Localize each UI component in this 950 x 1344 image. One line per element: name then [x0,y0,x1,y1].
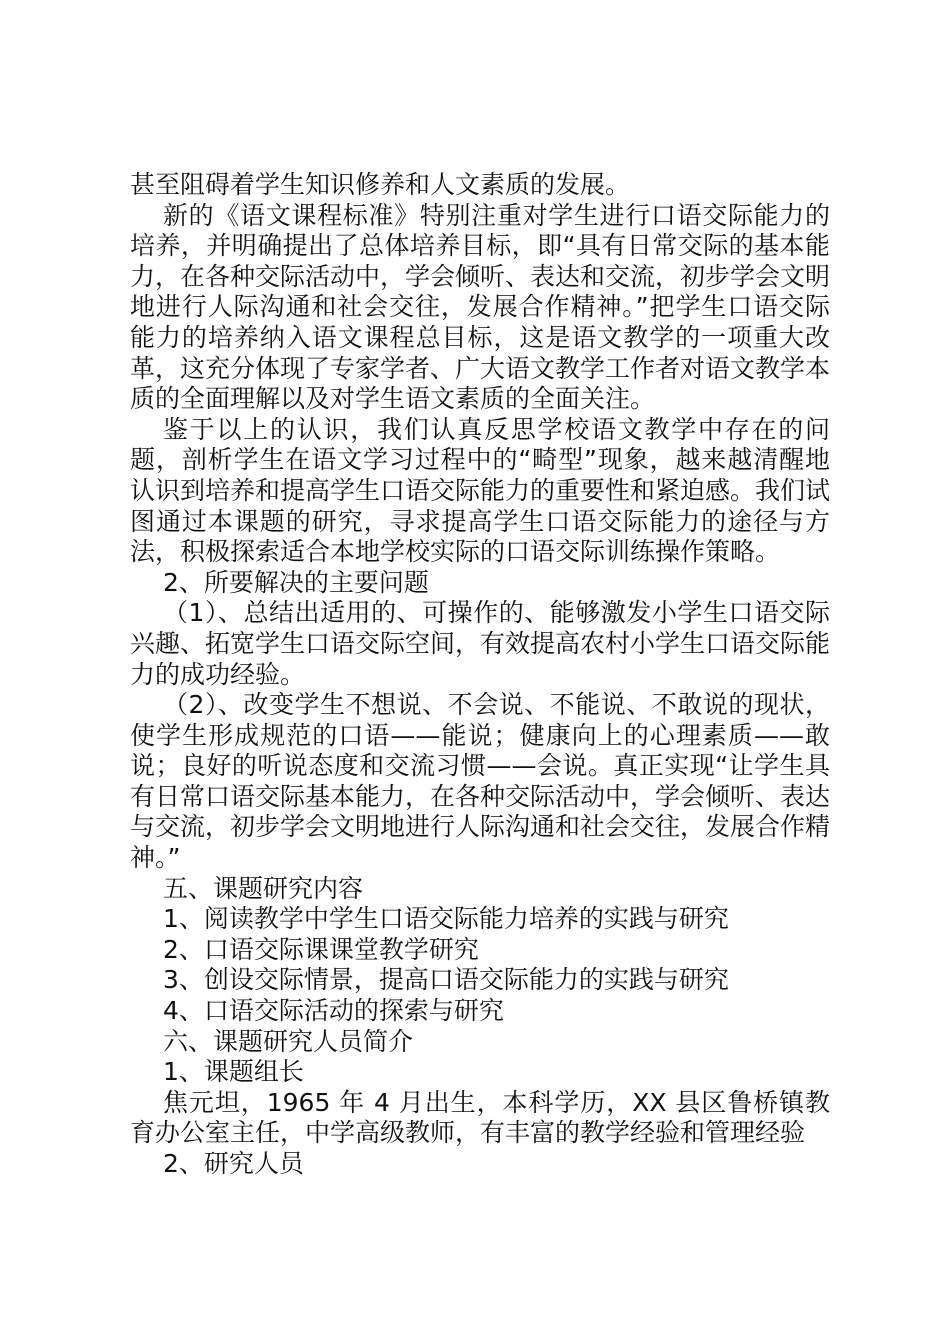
problem-item-1: （1）、总结出适用的、可操作的、能够激发小学生口语交际兴趣、拓宽学生口语交际空间，有效提高农村小学生口语交际能力的成功经验。 [130,598,831,689]
content-item-3: 3、创设交际情景，提高口语交际能力的实践与研究 [163,965,729,995]
heading-research-staff: 2、研究人员 [163,1149,304,1178]
content-item-1: 1、阅读教学中学生口语交际能力培养的实践与研究 [163,904,729,934]
problem-item-2: （2）、改变学生不想说、不会说、不能说、不敢说的现状，使学生形成规范的口语——能说；健康向上的心理素质——敢说；良好的听说态度和交流习惯——会说。真正实现“让学生具有日常口语交际基本能力，在各种交际活动中，学会倾听、表达与交流，初步学会文明地进行人际沟通和社会交往，发展合作精神。” [130,690,831,873]
content-item-4: 4、口语交际活动的探索与研究 [163,996,504,1026]
heading-group-leader: 1、课题组长 [163,1057,304,1087]
paragraph-reflection: 鉴于以上的认识，我们认真反思学校语文教学中存在的问题，剖析学生在语文学习过程中的“畸型”现象，越来越清醒地认识到培养和提高学生口语交际能力的重要性和紧迫感。我们试图通过本课题的研究，寻求提高学生口语交际能力的途径与方法，积极探索适合本地学校实际的口语交际训练操作策略。 [130,414,831,567]
paragraph-curriculum-standard: 新的《语文课程标准》特别注重对学生进行口语交际能力的培养，并明确提出了总体培养目标，即“具有日常交际的基本能力，在各种交际活动中，学会倾听、表达和交流，初步学会文明地进行人际沟通和社会交往，发展合作精神。”把学生口语交际能力的培养纳入语文课程总目标，这是语文教学的一项重大改革，这充分体现了专家学者、广大语文教学工作者对语文教学本质的全面理解以及对学生语文素质的全面关注。 [130,200,831,414]
heading-research-content: 五、课题研究内容 [163,873,364,903]
heading-researchers: 六、课题研究人员简介 [163,1026,414,1056]
paragraph-continuation: 甚至阻碍着学生知识修养和人文素质的发展。 [130,170,631,199]
heading-main-problems: 2、所要解决的主要问题 [163,567,429,597]
content-item-2: 2、口语交际课课堂教学研究 [163,934,479,964]
document-body [130,170,830,1180]
group-leader-profile: 焦元坦，1965 年 4 月出生，本科学历，XX 县区鲁桥镇教育办公室主任，中学高级教师，有丰富的教学经验和管理经验 [130,1087,830,1148]
